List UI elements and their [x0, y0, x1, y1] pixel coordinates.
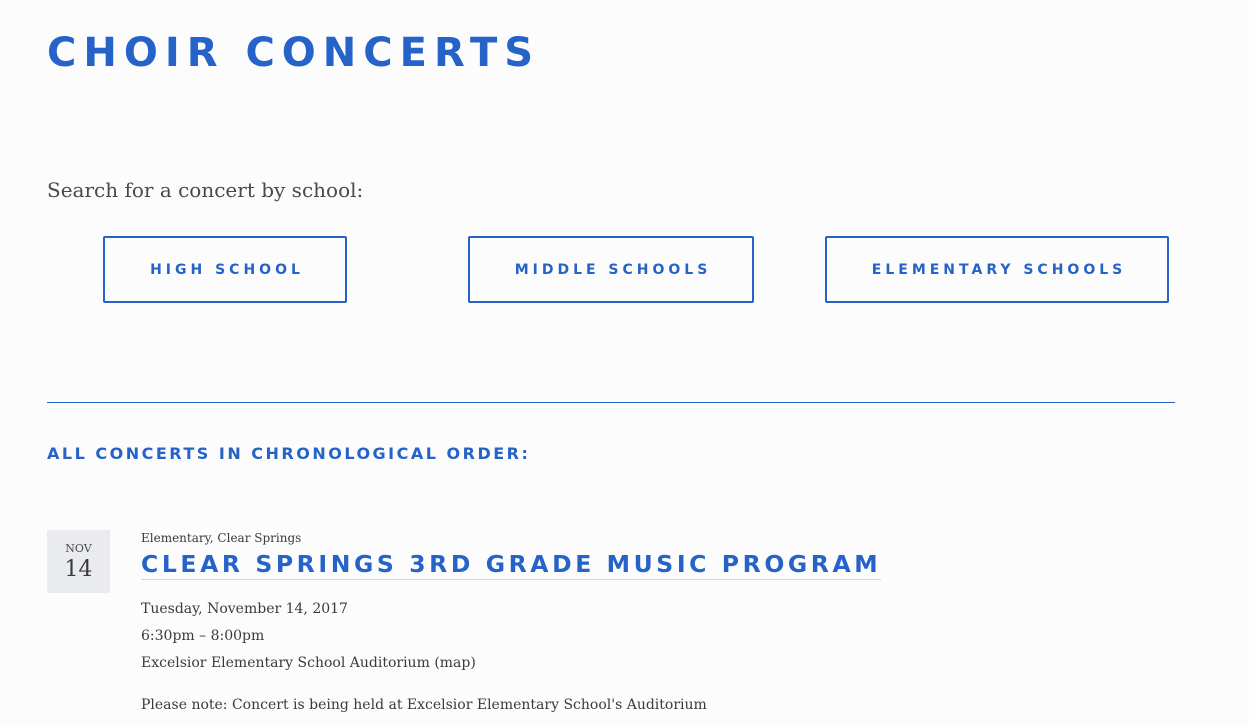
- map-link[interactable]: (map): [434, 655, 476, 671]
- event-title-link[interactable]: CLEAR SPRINGS 3RD GRADE MUSIC PROGRAM: [141, 550, 882, 578]
- elementary-schools-button[interactable]: ELEMENTARY SCHOOLS: [825, 236, 1169, 303]
- event-location-name: Excelsior Elementary School Auditorium: [141, 655, 430, 671]
- high-school-button[interactable]: HIGH SCHOOL: [103, 236, 347, 303]
- section-heading: ALL CONCERTS IN CHRONOLOGICAL ORDER:: [47, 444, 531, 463]
- event-time: 6:30pm – 8:00pm: [141, 628, 265, 644]
- page-title: CHOIR CONCERTS: [47, 30, 541, 76]
- middle-schools-button[interactable]: MIDDLE SCHOOLS: [468, 236, 754, 303]
- search-label: Search for a concert by school:: [47, 178, 364, 202]
- date-badge: [47, 530, 110, 593]
- event-note: Please note: Concert is being held at Excelsior Elementary School's Auditorium: [141, 697, 707, 713]
- section-divider: [47, 402, 1175, 403]
- date-month: NOV: [65, 542, 92, 555]
- event-categories: Elementary, Clear Springs: [141, 531, 302, 545]
- event-date: Tuesday, November 14, 2017: [141, 601, 348, 617]
- event-location: [141, 655, 476, 671]
- date-day: 14: [64, 557, 93, 582]
